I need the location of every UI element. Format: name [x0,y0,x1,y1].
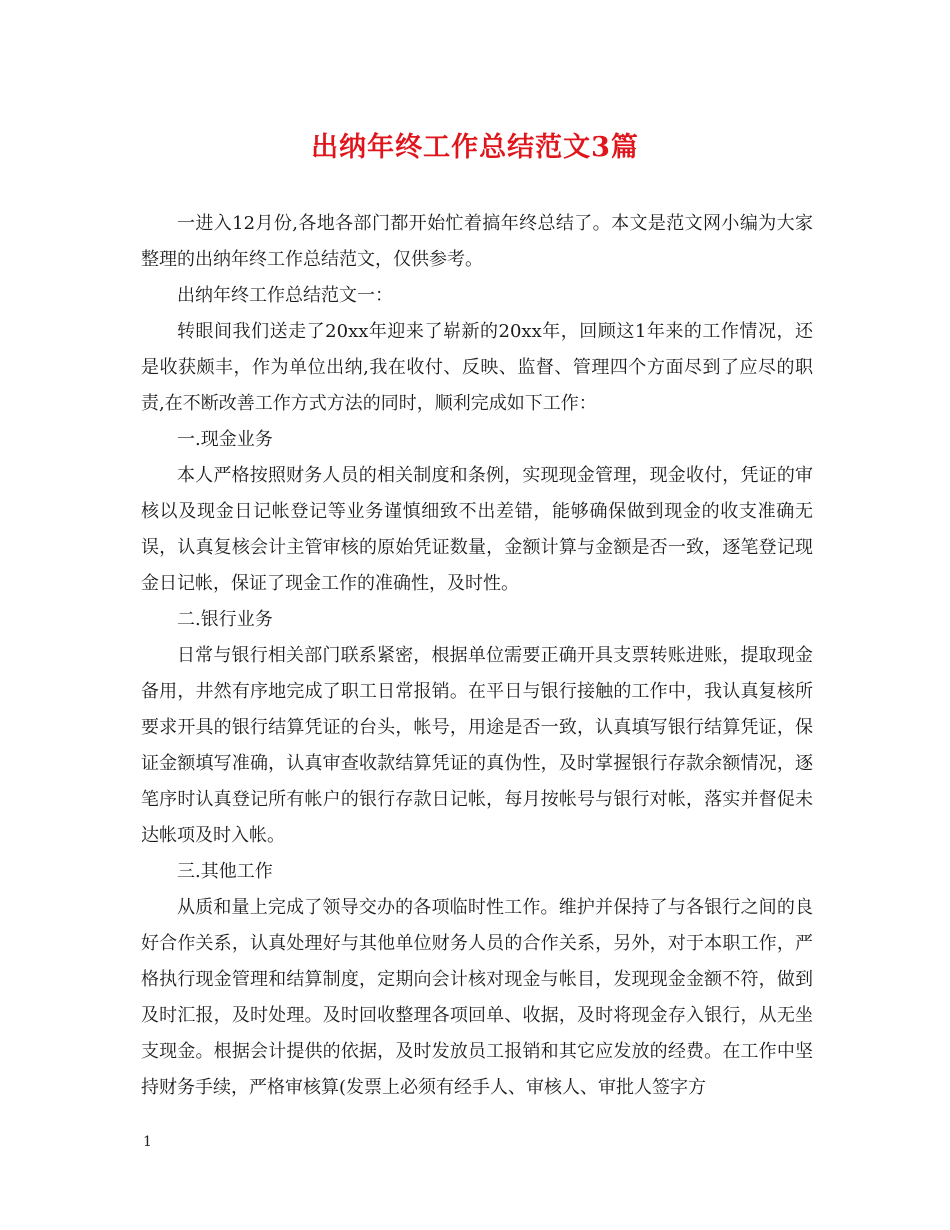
section-heading-bank: 二.银行业务 [177,609,273,630]
bank-paragraph: 日常与银行相关部门联系紧密，根据单位需要正确开具支票转账进账，提取现金备用，井然有序地完成了职工日常报销。在平日与银行接触的工作中，我认真复核所要求开具的银行结算凭证的台头，帐号，用途是否一致，认真填写银行结算凭证，保证金额填写准确，认真审查收款结算凭证的真伪性，及时掌握银行存款余额情况，逐笔序时认真登记所有帐户的银行存款日记帐，每月按帐号与银行对帐，落实并督促未达帐项及时入帐。 [141,645,813,846]
cash-paragraph: 本人严格按照财务人员的相关制度和条例，实现现金管理，现金收付，凭证的审核以及现金日记帐登记等业务谨慎细致不出差错，能够确保做到现金的收支准确无误，认真复核会计主管审核的原始凭证数量，金额计算与金额是否一致，逐笔登记现金日记帐，保证了现金工作的准确性，及时性。 [141,465,813,594]
overview-paragraph: 转眼间我们送走了20xx年迎来了崭新的20xx年，回顾这1年来的工作情况，还是收获颇丰，作为单位出纳,我在收付、反映、监督、管理四个方面尽到了应尽的职责,在不断改善工作方式方法的同时，顺利完成如下工作： [141,321,813,414]
other-paragraph: 从质和量上完成了领导交办的各项临时性工作。维护并保持了与各银行之间的良好合作关系，认真处理好与其他单位财务人员的合作关系，另外，对于本职工作，严格执行现金管理和结算制度，定期向会计核对现金与帐目，发现现金金额不符，做到及时汇报，及时处理。及时回收整理各项回单、收据，及时将现金存入银行，从无坐支现金。根据会计提供的依据，及时发放员工报销和其它应发放的经费。在工作中坚持财务手续，严格审核算(发票上必须有经手人、审核人、审批人签字方 [141,897,813,1098]
section-heading-other: 三.其他工作 [177,861,273,882]
page-number: 1 [143,1134,152,1150]
section-heading-sample-one: 出纳年终工作总结范文一： [177,285,393,306]
intro-paragraph: 一进入12月份,各地各部门都开始忙着搞年终总结了。本文是范文网小编为大家整理的出纳年终工作总结范文，仅供参考。 [141,213,813,270]
document-body [141,206,813,1106]
document-title: 出纳年终工作总结范文3篇 [311,132,639,163]
section-heading-cash: 一.现金业务 [177,429,273,450]
